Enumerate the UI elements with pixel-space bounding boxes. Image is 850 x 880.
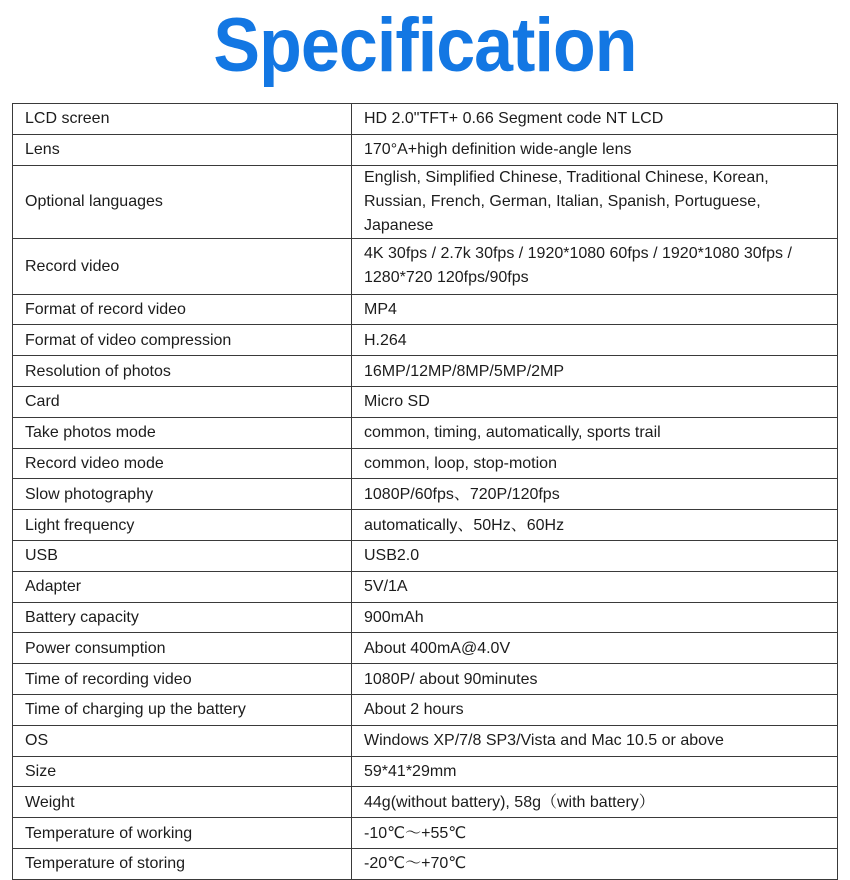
table-row xyxy=(13,571,838,602)
table-row xyxy=(13,417,838,448)
spec-value: Micro SD xyxy=(352,386,838,417)
table-row xyxy=(13,694,838,725)
spec-label: Lens xyxy=(13,134,352,165)
spec-label: OS xyxy=(13,725,352,756)
spec-value: USB2.0 xyxy=(352,540,838,571)
table-row xyxy=(13,238,838,294)
spec-label: Card xyxy=(13,386,352,417)
table-row xyxy=(13,356,838,387)
spec-value: 16MP/12MP/8MP/5MP/2MP xyxy=(352,356,838,387)
spec-value: HD 2.0"TFT+ 0.66 Segment code NT LCD xyxy=(352,104,838,135)
spec-label: Size xyxy=(13,756,352,787)
spec-label: Optional languages xyxy=(13,165,352,238)
table-row xyxy=(13,104,838,135)
spec-value: About 2 hours xyxy=(352,694,838,725)
spec-value: 170°A+high definition wide-angle lens xyxy=(352,134,838,165)
table-row xyxy=(13,165,838,238)
spec-label: Record video xyxy=(13,238,352,294)
table-row xyxy=(13,386,838,417)
table-row xyxy=(13,725,838,756)
spec-label: Time of recording video xyxy=(13,664,352,695)
spec-value: 1080P/60fps、720P/120fps xyxy=(352,479,838,510)
spec-value: 4K 30fps / 2.7k 30fps / 1920*1080 60fps / 1920*1080 30fps / 1280*720 120fps/90fps xyxy=(352,238,838,294)
spec-value: common, loop, stop-motion xyxy=(352,448,838,479)
spec-value: common, timing, automatically, sports trail xyxy=(352,417,838,448)
spec-label: Temperature of storing xyxy=(13,848,352,879)
table-row xyxy=(13,787,838,818)
table-row xyxy=(13,602,838,633)
table-row xyxy=(13,540,838,571)
spec-value: About 400mA@4.0V xyxy=(352,633,838,664)
spec-label: Slow photography xyxy=(13,479,352,510)
table-row xyxy=(13,134,838,165)
spec-label: Power consumption xyxy=(13,633,352,664)
spec-value: -20℃～+70℃ xyxy=(352,848,838,879)
table-row xyxy=(13,664,838,695)
spec-label: USB xyxy=(13,540,352,571)
spec-value: 59*41*29mm xyxy=(352,756,838,787)
spec-value: H.264 xyxy=(352,325,838,356)
table-row xyxy=(13,818,838,849)
table-row xyxy=(13,294,838,325)
spec-value: MP4 xyxy=(352,294,838,325)
table-row xyxy=(13,325,838,356)
spec-value: English, Simplified Chinese, Traditional Chinese, Korean, Russian, French, German, Italian, Spanish, Portuguese, Japanese xyxy=(352,165,838,238)
table-row xyxy=(13,756,838,787)
spec-value: 44g(without battery), 58g（with battery） xyxy=(352,787,838,818)
spec-label: Time of charging up the battery xyxy=(13,694,352,725)
table-row xyxy=(13,448,838,479)
spec-label: Format of video compression xyxy=(13,325,352,356)
spec-label: Temperature of working xyxy=(13,818,352,849)
spec-label: Resolution of photos xyxy=(13,356,352,387)
spec-label: Weight xyxy=(13,787,352,818)
spec-label: Adapter xyxy=(13,571,352,602)
spec-value: 5V/1A xyxy=(352,571,838,602)
spec-value: 900mAh xyxy=(352,602,838,633)
spec-value: Windows XP/7/8 SP3/Vista and Mac 10.5 or above xyxy=(352,725,838,756)
spec-value: automatically、50Hz、60Hz xyxy=(352,510,838,541)
spec-value: 1080P/ about 90minutes xyxy=(352,664,838,695)
spec-value: -10℃～+55℃ xyxy=(352,818,838,849)
spec-label: Take photos mode xyxy=(13,417,352,448)
table-row xyxy=(13,479,838,510)
page-title: Specification xyxy=(213,3,637,88)
table-row xyxy=(13,848,838,879)
spec-label: Battery capacity xyxy=(13,602,352,633)
spec-label: Record video mode xyxy=(13,448,352,479)
table-row xyxy=(13,510,838,541)
specification-table xyxy=(12,103,838,880)
spec-label: Format of record video xyxy=(13,294,352,325)
spec-label: LCD screen xyxy=(13,104,352,135)
spec-label: Light frequency xyxy=(13,510,352,541)
table-row xyxy=(13,633,838,664)
